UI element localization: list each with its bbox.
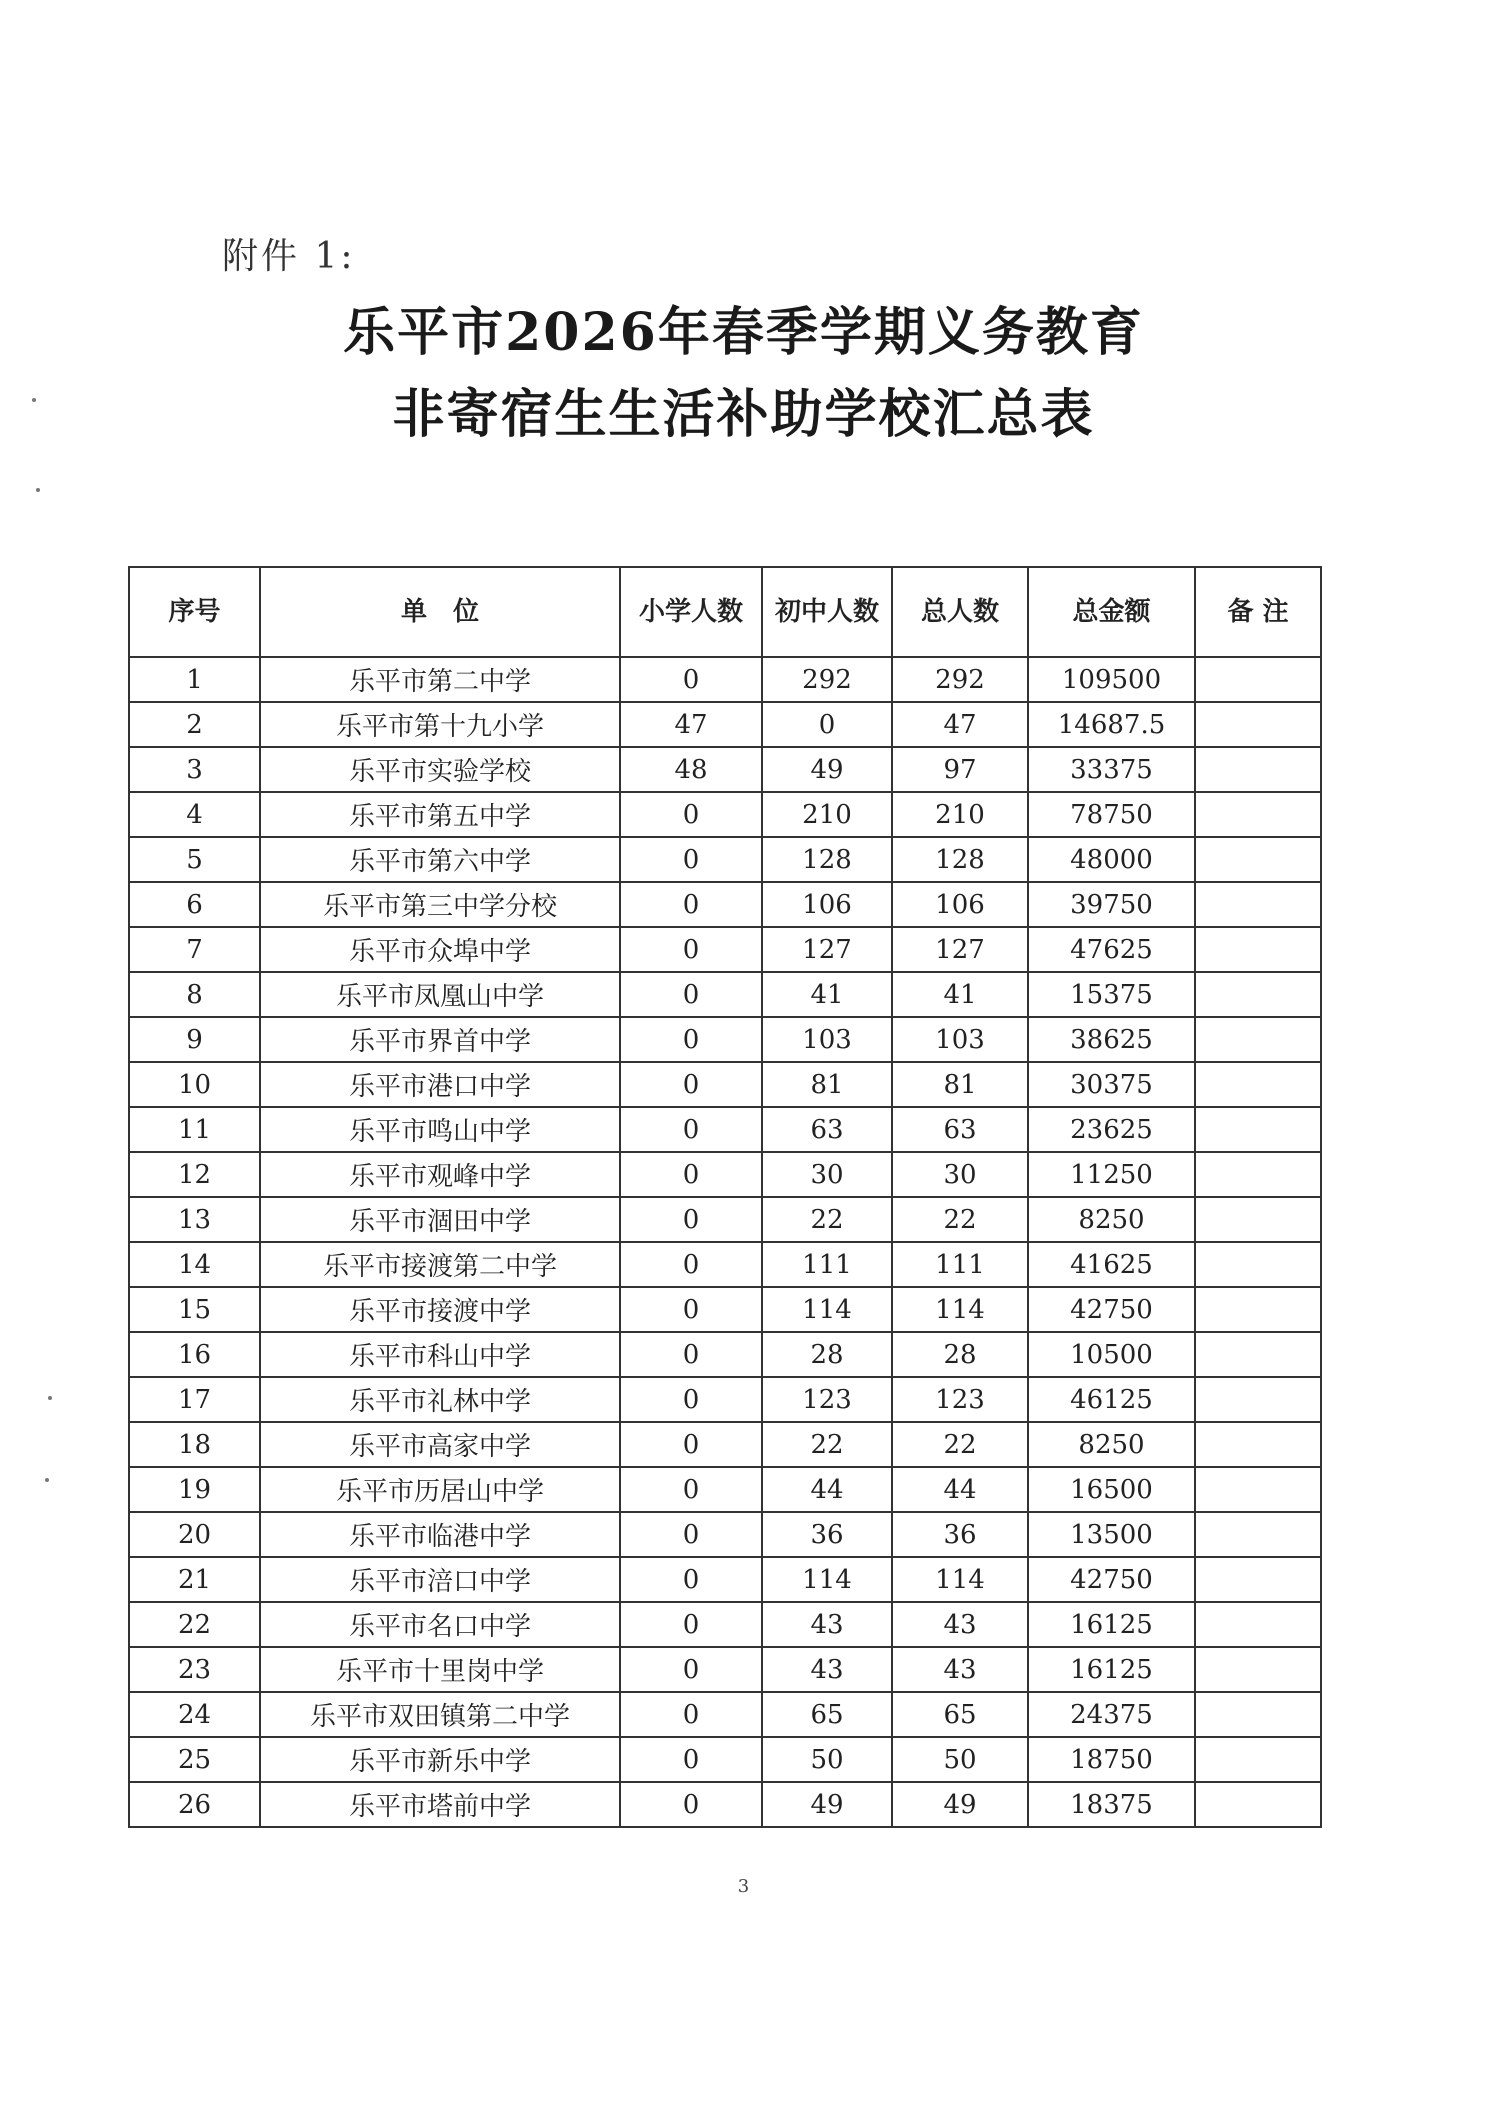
cell-junior-count: 30 (762, 1152, 892, 1197)
cell-total-amount: 18750 (1028, 1737, 1195, 1782)
cell-total-amount: 41625 (1028, 1242, 1195, 1287)
table-row (129, 1467, 1321, 1512)
header-junior-count: 初中人数 (762, 567, 892, 657)
table-row (129, 1602, 1321, 1647)
cell-total-count: 106 (892, 882, 1028, 927)
cell-primary-count: 0 (620, 1602, 762, 1647)
cell-primary-count: 0 (620, 972, 762, 1017)
table-row (129, 1422, 1321, 1467)
cell-primary-count: 0 (620, 1062, 762, 1107)
cell-unit-name: 乐平市观峰中学 (260, 1152, 620, 1197)
cell-remarks (1195, 1107, 1321, 1152)
cell-primary-count: 0 (620, 1107, 762, 1152)
header-index: 序号 (129, 567, 260, 657)
cell-junior-count: 65 (762, 1692, 892, 1737)
cell-total-count: 128 (892, 837, 1028, 882)
table-row (129, 1782, 1321, 1827)
cell-remarks (1195, 702, 1321, 747)
cell-index: 19 (129, 1467, 260, 1512)
cell-unit-name: 乐平市新乐中学 (260, 1737, 620, 1782)
cell-index: 18 (129, 1422, 260, 1467)
cell-remarks (1195, 747, 1321, 792)
cell-remarks (1195, 1017, 1321, 1062)
cell-total-amount: 42750 (1028, 1557, 1195, 1602)
table-row (129, 1242, 1321, 1287)
table-row (129, 1692, 1321, 1737)
cell-junior-count: 49 (762, 1782, 892, 1827)
table-row (129, 1332, 1321, 1377)
cell-unit-name: 乐平市界首中学 (260, 1017, 620, 1062)
cell-junior-count: 44 (762, 1467, 892, 1512)
cell-primary-count: 0 (620, 1512, 762, 1557)
cell-remarks (1195, 657, 1321, 702)
cell-total-count: 114 (892, 1287, 1028, 1332)
header-total-amount: 总金额 (1028, 567, 1195, 657)
cell-total-count: 111 (892, 1242, 1028, 1287)
scan-speck (36, 488, 40, 492)
cell-total-amount: 48000 (1028, 837, 1195, 882)
table-row (129, 837, 1321, 882)
table-row (129, 882, 1321, 927)
table-row (129, 702, 1321, 747)
cell-total-amount: 24375 (1028, 1692, 1195, 1737)
cell-remarks (1195, 972, 1321, 1017)
cell-index: 1 (129, 657, 260, 702)
cell-total-amount: 10500 (1028, 1332, 1195, 1377)
cell-unit-name: 乐平市接渡中学 (260, 1287, 620, 1332)
cell-junior-count: 292 (762, 657, 892, 702)
cell-total-amount: 16125 (1028, 1647, 1195, 1692)
cell-total-count: 22 (892, 1422, 1028, 1467)
cell-junior-count: 114 (762, 1287, 892, 1332)
cell-index: 24 (129, 1692, 260, 1737)
cell-total-amount: 38625 (1028, 1017, 1195, 1062)
cell-total-amount: 109500 (1028, 657, 1195, 702)
cell-remarks (1195, 1332, 1321, 1377)
cell-index: 21 (129, 1557, 260, 1602)
table-row (129, 1287, 1321, 1332)
cell-total-amount: 16125 (1028, 1602, 1195, 1647)
cell-total-amount: 23625 (1028, 1107, 1195, 1152)
cell-total-count: 50 (892, 1737, 1028, 1782)
cell-unit-name: 乐平市实验学校 (260, 747, 620, 792)
cell-total-count: 127 (892, 927, 1028, 972)
cell-primary-count: 0 (620, 1692, 762, 1737)
cell-primary-count: 0 (620, 927, 762, 972)
scan-speck (32, 398, 36, 402)
header-remarks: 备 注 (1195, 567, 1321, 657)
cell-total-count: 65 (892, 1692, 1028, 1737)
cell-remarks (1195, 1062, 1321, 1107)
cell-index: 14 (129, 1242, 260, 1287)
cell-total-amount: 78750 (1028, 792, 1195, 837)
document-title-line-2: 非寄宿生生活补助学校汇总表 (392, 384, 1095, 445)
cell-junior-count: 41 (762, 972, 892, 1017)
table-row (129, 1017, 1321, 1062)
cell-total-count: 30 (892, 1152, 1028, 1197)
subsidy-summary-table (128, 566, 1322, 1828)
cell-unit-name: 乐平市高家中学 (260, 1422, 620, 1467)
cell-total-count: 103 (892, 1017, 1028, 1062)
cell-primary-count: 47 (620, 702, 762, 747)
cell-unit-name: 乐平市临港中学 (260, 1512, 620, 1557)
cell-unit-name: 乐平市第五中学 (260, 792, 620, 837)
table-header-row (129, 567, 1321, 657)
cell-unit-name: 乐平市第六中学 (260, 837, 620, 882)
cell-index: 15 (129, 1287, 260, 1332)
cell-remarks (1195, 1512, 1321, 1557)
cell-primary-count: 0 (620, 1737, 762, 1782)
cell-remarks (1195, 1782, 1321, 1827)
cell-index: 5 (129, 837, 260, 882)
cell-total-amount: 30375 (1028, 1062, 1195, 1107)
table-row (129, 1647, 1321, 1692)
table-row (129, 792, 1321, 837)
cell-index: 16 (129, 1332, 260, 1377)
cell-total-amount: 42750 (1028, 1287, 1195, 1332)
cell-unit-name: 乐平市涪口中学 (260, 1557, 620, 1602)
cell-total-count: 28 (892, 1332, 1028, 1377)
cell-total-count: 41 (892, 972, 1028, 1017)
table-row (129, 972, 1321, 1017)
scan-speck (45, 1478, 49, 1482)
cell-index: 22 (129, 1602, 260, 1647)
cell-index: 6 (129, 882, 260, 927)
cell-remarks (1195, 1647, 1321, 1692)
cell-primary-count: 0 (620, 657, 762, 702)
cell-total-count: 97 (892, 747, 1028, 792)
cell-primary-count: 0 (620, 1242, 762, 1287)
cell-total-amount: 15375 (1028, 972, 1195, 1017)
cell-total-count: 49 (892, 1782, 1028, 1827)
cell-total-count: 36 (892, 1512, 1028, 1557)
cell-primary-count: 48 (620, 747, 762, 792)
cell-primary-count: 0 (620, 1017, 762, 1062)
cell-total-amount: 14687.5 (1028, 702, 1195, 747)
page-number: 3 (737, 1876, 750, 1897)
cell-index: 10 (129, 1062, 260, 1107)
cell-remarks (1195, 1377, 1321, 1422)
cell-junior-count: 28 (762, 1332, 892, 1377)
cell-index: 8 (129, 972, 260, 1017)
cell-primary-count: 0 (620, 1467, 762, 1512)
cell-remarks (1195, 1152, 1321, 1197)
cell-primary-count: 0 (620, 1197, 762, 1242)
cell-primary-count: 0 (620, 1332, 762, 1377)
header-primary-count: 小学人数 (620, 567, 762, 657)
table-row (129, 1512, 1321, 1557)
cell-unit-name: 乐平市科山中学 (260, 1332, 620, 1377)
cell-unit-name: 乐平市塔前中学 (260, 1782, 620, 1827)
cell-remarks (1195, 1197, 1321, 1242)
cell-total-count: 22 (892, 1197, 1028, 1242)
cell-primary-count: 0 (620, 1782, 762, 1827)
cell-primary-count: 0 (620, 1557, 762, 1602)
cell-index: 2 (129, 702, 260, 747)
cell-index: 4 (129, 792, 260, 837)
cell-junior-count: 43 (762, 1602, 892, 1647)
cell-total-amount: 8250 (1028, 1422, 1195, 1467)
cell-junior-count: 63 (762, 1107, 892, 1152)
cell-index: 12 (129, 1152, 260, 1197)
document-title-line-1: 乐平市2026年春季学期义务教育 (343, 302, 1144, 363)
header-total-count: 总人数 (892, 567, 1028, 657)
cell-primary-count: 0 (620, 1377, 762, 1422)
cell-unit-name: 乐平市凤凰山中学 (260, 972, 620, 1017)
table-row (129, 1557, 1321, 1602)
cell-index: 13 (129, 1197, 260, 1242)
cell-remarks (1195, 1242, 1321, 1287)
cell-index: 7 (129, 927, 260, 972)
cell-unit-name: 乐平市十里岗中学 (260, 1647, 620, 1692)
cell-total-count: 81 (892, 1062, 1028, 1107)
cell-unit-name: 乐平市礼林中学 (260, 1377, 620, 1422)
cell-index: 17 (129, 1377, 260, 1422)
table-row (129, 1197, 1321, 1242)
cell-total-count: 44 (892, 1467, 1028, 1512)
cell-unit-name: 乐平市双田镇第二中学 (260, 1692, 620, 1737)
cell-total-amount: 39750 (1028, 882, 1195, 927)
cell-unit-name: 乐平市接渡第二中学 (260, 1242, 620, 1287)
cell-primary-count: 0 (620, 1422, 762, 1467)
cell-remarks (1195, 882, 1321, 927)
cell-junior-count: 123 (762, 1377, 892, 1422)
cell-junior-count: 111 (762, 1242, 892, 1287)
cell-total-count: 292 (892, 657, 1028, 702)
cell-junior-count: 22 (762, 1197, 892, 1242)
cell-unit-name: 乐平市历居山中学 (260, 1467, 620, 1512)
cell-total-count: 43 (892, 1647, 1028, 1692)
scan-speck (48, 1396, 52, 1400)
cell-index: 26 (129, 1782, 260, 1827)
cell-remarks (1195, 1287, 1321, 1332)
cell-unit-name: 乐平市第十九小学 (260, 702, 620, 747)
cell-total-amount: 8250 (1028, 1197, 1195, 1242)
cell-remarks (1195, 1557, 1321, 1602)
table-row (129, 1377, 1321, 1422)
cell-junior-count: 49 (762, 747, 892, 792)
cell-unit-name: 乐平市鸣山中学 (260, 1107, 620, 1152)
table-body (129, 657, 1321, 1827)
cell-junior-count: 22 (762, 1422, 892, 1467)
cell-remarks (1195, 1692, 1321, 1737)
table-row (129, 1152, 1321, 1197)
cell-junior-count: 103 (762, 1017, 892, 1062)
table-row (129, 927, 1321, 972)
cell-total-count: 123 (892, 1377, 1028, 1422)
cell-junior-count: 36 (762, 1512, 892, 1557)
table-row (129, 747, 1321, 792)
cell-total-amount: 18375 (1028, 1782, 1195, 1827)
cell-total-amount: 47625 (1028, 927, 1195, 972)
cell-remarks (1195, 837, 1321, 882)
cell-unit-name: 乐平市港口中学 (260, 1062, 620, 1107)
attachment-label: 附件 1: (222, 236, 356, 277)
cell-index: 9 (129, 1017, 260, 1062)
cell-primary-count: 0 (620, 792, 762, 837)
cell-total-amount: 16500 (1028, 1467, 1195, 1512)
cell-total-count: 114 (892, 1557, 1028, 1602)
cell-total-count: 210 (892, 792, 1028, 837)
cell-unit-name: 乐平市第二中学 (260, 657, 620, 702)
cell-unit-name: 乐平市涸田中学 (260, 1197, 620, 1242)
cell-total-amount: 13500 (1028, 1512, 1195, 1557)
cell-remarks (1195, 792, 1321, 837)
cell-total-count: 47 (892, 702, 1028, 747)
cell-junior-count: 50 (762, 1737, 892, 1782)
table-row (129, 1737, 1321, 1782)
cell-remarks (1195, 1467, 1321, 1512)
cell-junior-count: 81 (762, 1062, 892, 1107)
cell-total-count: 43 (892, 1602, 1028, 1647)
cell-remarks (1195, 1737, 1321, 1782)
cell-junior-count: 114 (762, 1557, 892, 1602)
cell-primary-count: 0 (620, 1152, 762, 1197)
cell-primary-count: 0 (620, 1647, 762, 1692)
cell-junior-count: 106 (762, 882, 892, 927)
cell-total-amount: 11250 (1028, 1152, 1195, 1197)
cell-remarks (1195, 1602, 1321, 1647)
cell-index: 3 (129, 747, 260, 792)
cell-junior-count: 0 (762, 702, 892, 747)
table-row (129, 1107, 1321, 1152)
cell-total-amount: 46125 (1028, 1377, 1195, 1422)
cell-remarks (1195, 927, 1321, 972)
cell-index: 25 (129, 1737, 260, 1782)
cell-unit-name: 乐平市第三中学分校 (260, 882, 620, 927)
cell-junior-count: 128 (762, 837, 892, 882)
header-unit: 单 位 (260, 567, 620, 657)
cell-unit-name: 乐平市众埠中学 (260, 927, 620, 972)
cell-primary-count: 0 (620, 1287, 762, 1332)
cell-junior-count: 127 (762, 927, 892, 972)
cell-junior-count: 43 (762, 1647, 892, 1692)
cell-index: 23 (129, 1647, 260, 1692)
cell-total-amount: 33375 (1028, 747, 1195, 792)
cell-unit-name: 乐平市名口中学 (260, 1602, 620, 1647)
table-row (129, 1062, 1321, 1107)
cell-index: 11 (129, 1107, 260, 1152)
cell-junior-count: 210 (762, 792, 892, 837)
table-row (129, 657, 1321, 702)
cell-remarks (1195, 1422, 1321, 1467)
cell-primary-count: 0 (620, 837, 762, 882)
cell-index: 20 (129, 1512, 260, 1557)
cell-total-count: 63 (892, 1107, 1028, 1152)
cell-primary-count: 0 (620, 882, 762, 927)
